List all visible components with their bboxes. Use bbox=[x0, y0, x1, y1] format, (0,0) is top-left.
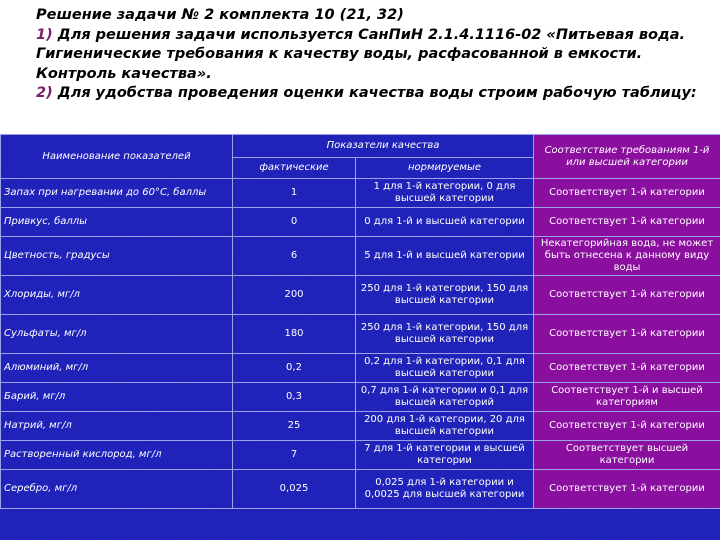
row-normative: 0,7 для 1-й категории и 0,1 для высшей категорий bbox=[356, 383, 534, 412]
row-conformity: Некатегорийная вода, не может быть отнесена к данному виду воды bbox=[534, 237, 720, 276]
row-name: Барий, мг/л bbox=[1, 383, 233, 412]
row-actual: 200 bbox=[233, 276, 356, 315]
row-actual: 0,3 bbox=[233, 383, 356, 412]
step-2 bbox=[6, 84, 706, 104]
table-row bbox=[1, 276, 720, 315]
row-normative: 5 для 1-й и высшей категории bbox=[356, 237, 534, 276]
step-2-text: Для удобства проведения оценки качества воды строим рабочую таблицу: bbox=[57, 85, 697, 101]
row-actual: 25 bbox=[233, 412, 356, 441]
row-actual: 7 bbox=[233, 441, 356, 470]
row-conformity: Соответствует 1-й категории bbox=[534, 470, 720, 509]
header-name: Наименование показателей bbox=[1, 135, 233, 179]
row-actual: 1 bbox=[233, 179, 356, 208]
table-row bbox=[1, 237, 720, 276]
header-actual: фактические bbox=[233, 158, 356, 179]
step-1-number: 1) bbox=[36, 26, 53, 43]
row-conformity: Соответствует высшей категории bbox=[534, 441, 720, 470]
row-name: Сульфаты, мг/л bbox=[1, 315, 233, 354]
table-row bbox=[1, 441, 720, 470]
header-conformity: Соответствие требованиям 1-й или высшей категории bbox=[534, 135, 720, 179]
row-conformity: Соответствует 1-й категории bbox=[534, 315, 720, 354]
row-name: Цветность, градусы bbox=[1, 237, 233, 276]
row-name: Алюминий, мг/л bbox=[1, 354, 233, 383]
row-normative: 0,2 для 1-й категории, 0,1 для высшей категории bbox=[356, 354, 534, 383]
row-name: Растворенный кислород, мг/л bbox=[1, 441, 233, 470]
row-actual: 0,2 bbox=[233, 354, 356, 383]
quality-table bbox=[0, 134, 720, 509]
step-1-text: Для решения задачи используется СанПиН 2.1.4.1116-02 «Питьевая вода. Гигиенические требования к качеству воды, расфасованной в емкости. Контроль качества». bbox=[36, 26, 686, 82]
row-conformity: Соответствует 1-й категории bbox=[534, 276, 720, 315]
header-quality-group: Показатели качества bbox=[233, 135, 534, 158]
row-name: Хлориды, мг/л bbox=[1, 276, 233, 315]
task-heading bbox=[6, 6, 706, 104]
table-row bbox=[1, 470, 720, 509]
row-actual: 0,025 bbox=[233, 470, 356, 509]
row-normative: 7 для 1-й категории и высшей категории bbox=[356, 441, 534, 470]
row-normative: 200 для 1-й категории, 20 для высшей категории bbox=[356, 412, 534, 441]
row-normative: 250 для 1-й категории, 150 для высшей категории bbox=[356, 276, 534, 315]
row-name: Серебро, мг/л bbox=[1, 470, 233, 509]
table-row bbox=[1, 208, 720, 237]
row-name: Запах при нагревании до 60°С, баллы bbox=[1, 179, 233, 208]
row-conformity: Соответствует 1-й и высшей категориям bbox=[534, 383, 720, 412]
table-row bbox=[1, 315, 720, 354]
row-name: Привкус, баллы bbox=[1, 208, 233, 237]
row-conformity: Соответствует 1-й категории bbox=[534, 412, 720, 441]
table-row bbox=[1, 179, 720, 208]
row-normative: 250 для 1-й категории, 150 для высшей категории bbox=[356, 315, 534, 354]
task-title: Решение задачи № 2 комплекта 10 (21, 32) bbox=[36, 7, 404, 23]
row-normative: 1 для 1-й категории, 0 для высшей категории bbox=[356, 179, 534, 208]
step-2-number: 2) bbox=[36, 85, 53, 101]
row-actual: 0 bbox=[233, 208, 356, 237]
table-row bbox=[1, 383, 720, 412]
table-row bbox=[1, 354, 720, 383]
row-actual: 180 bbox=[233, 315, 356, 354]
header-normative: нормируемые bbox=[356, 158, 534, 179]
row-normative: 0 для 1-й и высшей категории bbox=[356, 208, 534, 237]
step-1 bbox=[6, 26, 706, 85]
row-conformity: Соответствует 1-й категории bbox=[534, 179, 720, 208]
table-row bbox=[1, 412, 720, 441]
row-name: Натрий, мг/л bbox=[1, 412, 233, 441]
row-normative: 0,025 для 1-й категории и 0,0025 для высшей категории bbox=[356, 470, 534, 509]
quality-table-panel bbox=[0, 134, 720, 540]
row-actual: 6 bbox=[233, 237, 356, 276]
row-conformity: Соответствует 1-й категории bbox=[534, 354, 720, 383]
row-conformity: Соответствует 1-й категории bbox=[534, 208, 720, 237]
